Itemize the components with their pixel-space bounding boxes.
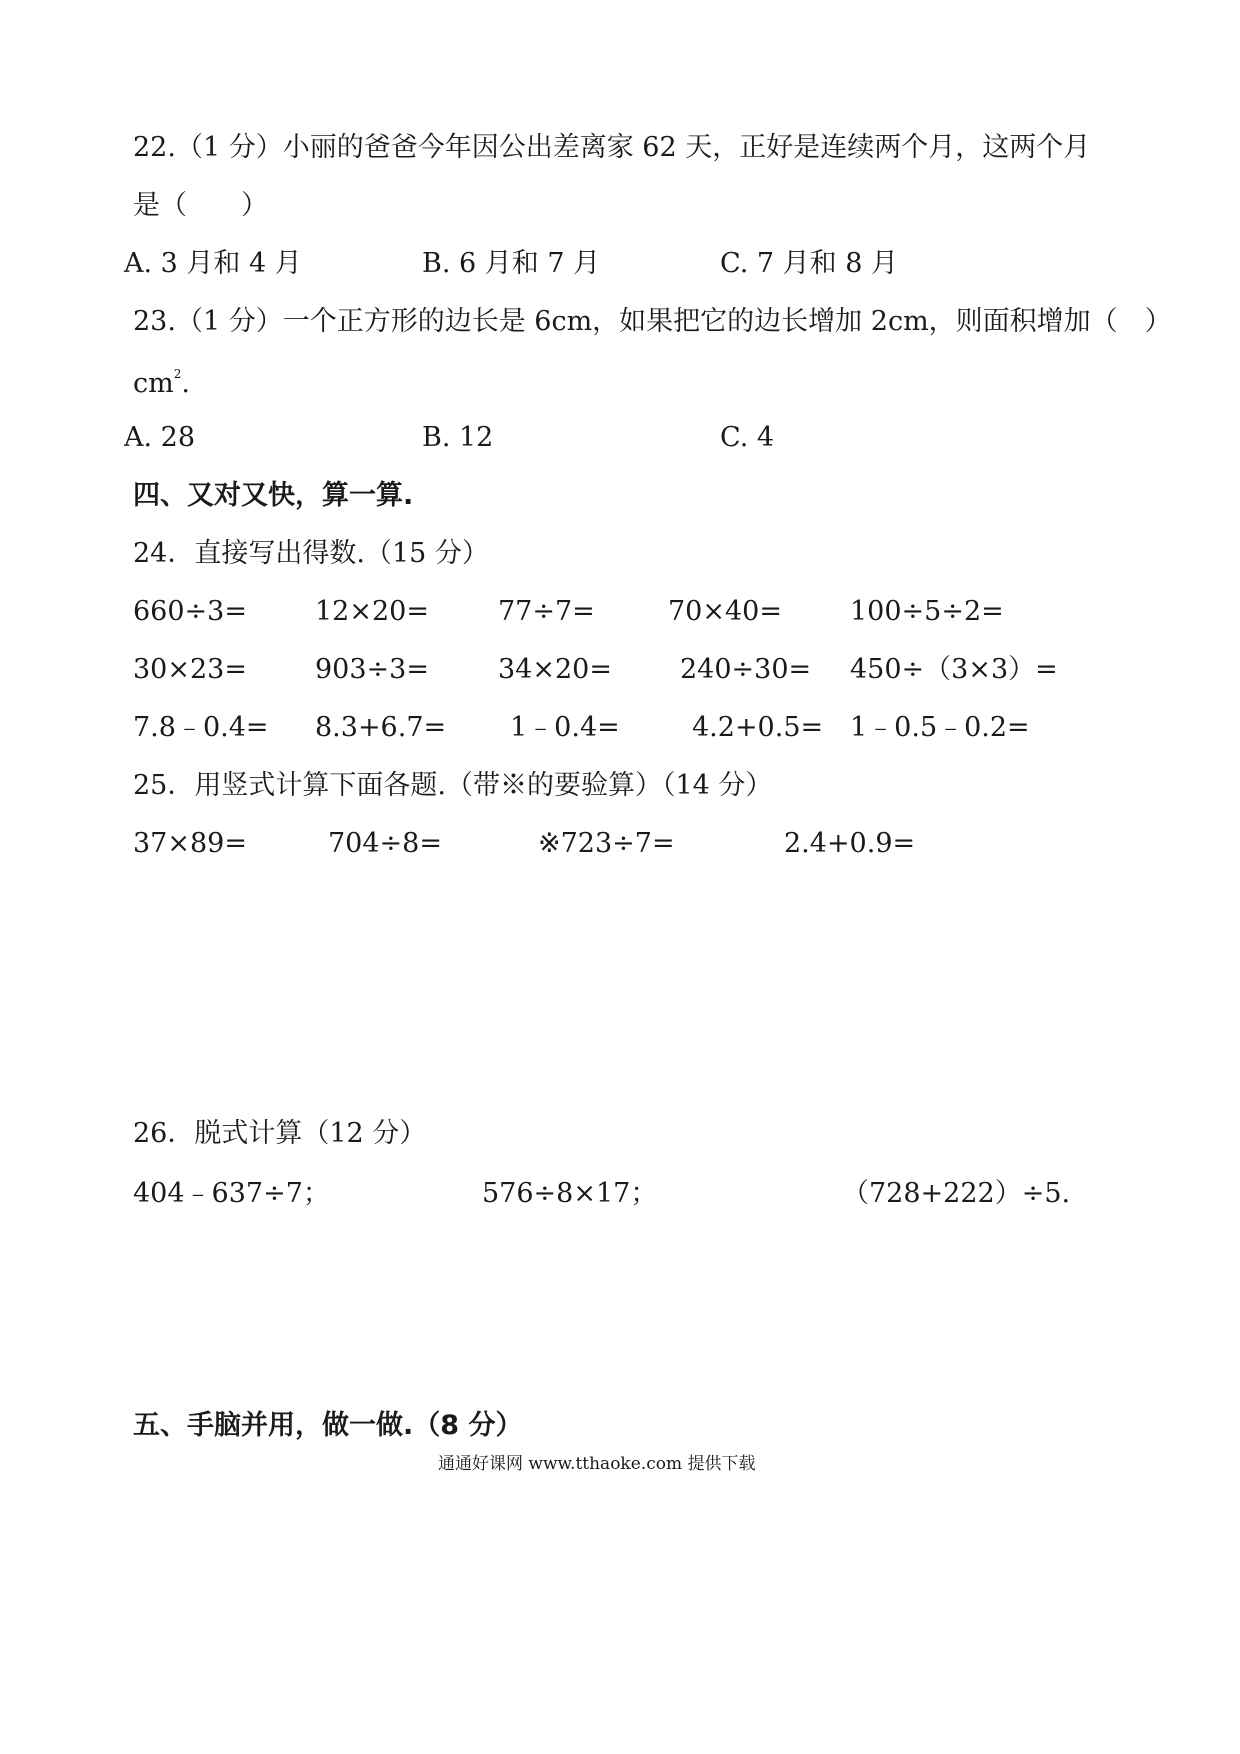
q24-item: 34×20=	[498, 654, 612, 685]
q24-item: 450÷（3×3）=	[850, 654, 1058, 685]
q24-item: 240÷30=	[680, 654, 812, 685]
q24-item: 30×23=	[133, 654, 247, 685]
q22-text-line2: 是（ ）	[133, 190, 268, 221]
q23-option-c: C. 4	[720, 422, 775, 453]
q26-title: 26．脱式计算（12 分）	[133, 1118, 427, 1149]
q24-item: 12×20=	[315, 596, 429, 627]
q22-text-line1: 22.（1 分）小丽的爸爸今年因公出差离家 62 天，正好是连续两个月，这两个月	[133, 132, 1091, 163]
section5-heading: 五、手脑并用，做一做.（8 分）	[133, 1410, 523, 1441]
q24-item: 77÷7=	[498, 596, 595, 627]
q23-unit-period: .	[181, 368, 190, 399]
q24-title: 24．直接写出得数.（15 分）	[133, 538, 489, 569]
q24-item: 1﹣0.4=	[510, 712, 620, 743]
q24-item: 660÷3=	[133, 596, 247, 627]
q25-item: 37×89=	[133, 828, 247, 859]
q23-option-a: A. 28	[124, 422, 196, 453]
q24-item: 8.3+6.7=	[315, 712, 447, 743]
q24-item: 903÷3=	[315, 654, 429, 685]
q23-unit	[133, 368, 190, 397]
q25-title: 25．用竖式计算下面各题.（带※的要验算）（14 分）	[133, 770, 773, 801]
q25-item: ※723÷7=	[538, 828, 675, 859]
q25-item: 2.4+0.9=	[784, 828, 916, 859]
q24-item: 1﹣0.5﹣0.2=	[850, 712, 1030, 743]
q25-item: 704÷8=	[328, 828, 442, 859]
q23-option-b: B. 12	[422, 422, 494, 453]
q22-option-c: C. 7 月和 8 月	[720, 248, 898, 279]
q23-unit-base: cm	[133, 368, 174, 399]
q26-item: （728+222）÷5.	[842, 1178, 1071, 1209]
q22-option-a: A. 3 月和 4 月	[124, 248, 302, 279]
q26-item: 404﹣637÷7；	[133, 1178, 330, 1209]
q24-item: 7.8﹣0.4=	[133, 712, 269, 743]
q23-text-line1: 23.（1 分）一个正方形的边长是 6cm，如果把它的边长增加 2cm，则面积增加（ ）	[133, 306, 1172, 337]
q23-unit-exponent: 2	[173, 367, 182, 381]
section4-heading: 四、又对又快，算一算.	[133, 480, 414, 511]
page-footer: 通通好课网 www.tthaoke.com 提供下载	[438, 1454, 756, 1474]
q24-item: 70×40=	[668, 596, 782, 627]
q24-item: 4.2+0.5=	[692, 712, 824, 743]
q22-option-b: B. 6 月和 7 月	[422, 248, 601, 279]
q26-item: 576÷8×17；	[482, 1178, 658, 1209]
q24-item: 100÷5÷2=	[850, 596, 1004, 627]
